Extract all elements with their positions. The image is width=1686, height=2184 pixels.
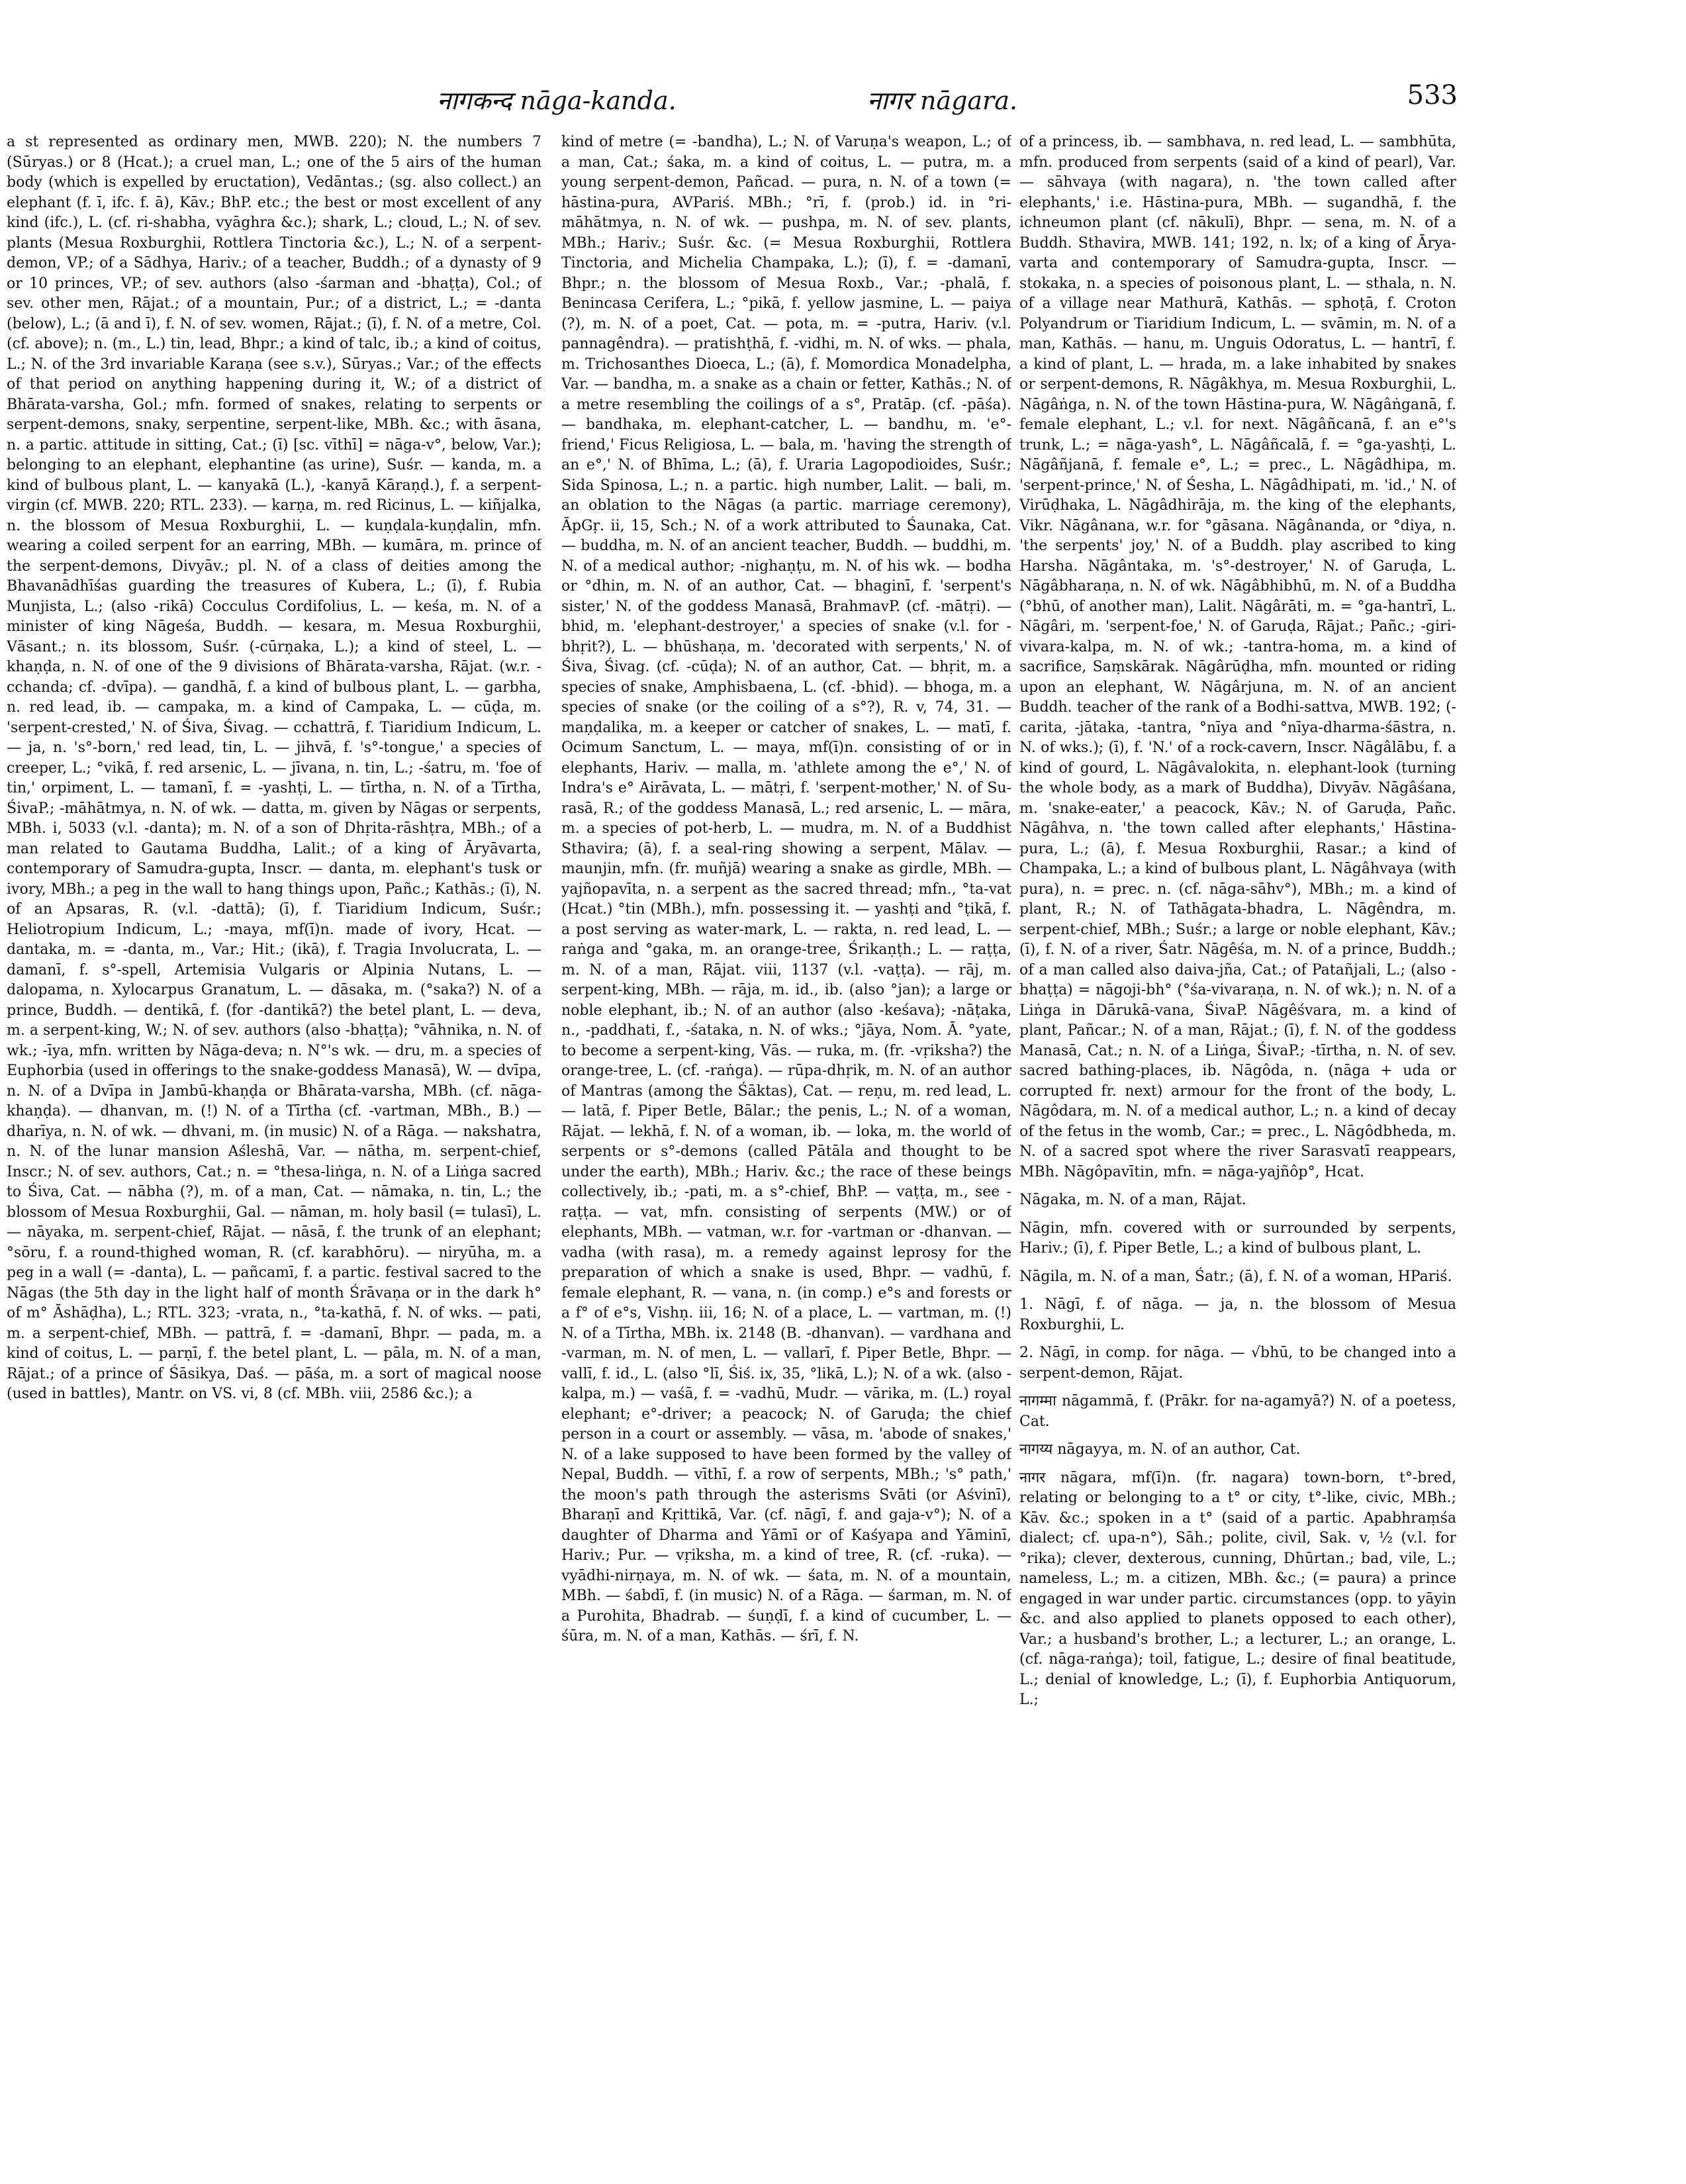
column-2 (561, 132, 1011, 2171)
entry-nagi-2: 2. Nāgī, in comp. for nāga. — √bhū, to be changed into a serpent-demon, Rājat. (1019, 1345, 1456, 1382)
column-1-text: a st represented as ordinary men, MWB. 220); N. the numbers 7 (Sūryas.) or 8 (Hcat.); a cruel man, L.; one of the 5 airs of the human body (which is expelled by eructation), Vedāntas.; (sg. also collect.) an elephant (f. ī, ifc. f. ā), Kāv.; BhP. etc.; the best or most excellent of any kind (ifc.), L. (cf. ri-shabha, vyāghra &c.); shark, L.; cloud, L.; N. of sev. plants (Mesua Roxburghii, Rottlera Tinctoria &c.), L.; N. of a serpent-demon, VP.; of a Sādhya, Hariv.; of a teacher, Buddh.; of a dynasty of 9 or 10 princes, VP.; of sev. authors (also -śarman and -bhaṭṭa), Col.; of sev. other men, Rājat.; of a mountain, Pur.; of a district, L.; = -danta (below), L.; (ā and ī), f. N. of sev. women, Rājat.; (ī), f. N. of a metre, Col. (cf. above); n. (m., L.) tin, lead, Bhpr.; a kind of talc, ib.; a kind of coitus, L.; N. of the 3rd invariable Karaṇa (see s.v.), Sūryas.; Var.; of the effects of that period on anything happening during it, W.; of a district of Bhārata-varsha, Gol.; mfn. formed of snakes, relating to serpents or serpent-demons, snaky, serpentine, serpent-like, MBh. &c.; with āsana, n. a partic. attitude in sitting, Cat.; (ī) [sc. vīthī] = nāga-v°, below, Var.); belonging to an elephant, elephantine (as urine), Suśr. — kanda, m. a kind of bulbous plant, L. — kanyakā (L.), -kanyā Kāraṇḍ.), f. a serpent-virgin (cf. MWB. 220; RTL. 233). — karṇa, m. red Ricinus, L. — kiñjalka, n. the blossom of Mesua Roxburghii, L. — kuṇḍala-kuṇḍalin, mfn. wearing a coiled serpent for an earring, MBh. — kumāra, m. prince of the serpent-demons, Divyāv.; pl. N. of a class of deities among the Bhavanādhīśas guarding the treasures of Kubera, L.; (ī), f. Rubia Munjista, L.; (also -rikā) Cocculus Cordifolius, L. — keśa, m. N. of a minister of king Nāgeśa, Buddh. — kesara, m. Mesua Roxburghii, Vāsant.; n. its blossom, Suśr. (-cūrṇaka, L.); a kind of steel, L. — khaṇḍa, n. N. of one of the 9 divisions of Bhārata-varsha, Rājat. (w.r. -cchanda; cf. -dvīpa). — gandhā, f. a kind of bulbous plant, L. — garbha, n. red lead, ib. — campaka, m. a kind of Campaka, L. — cūḍa, m. 'serpent-crested,' N. of Śiva, Śivag. — cchattrā, f. Tiaridium Indicum, L. — ja, n. 's°-born,' red lead, tin, L. — jihvā, f. 's°-tongue,' a species of creeper, L.; °vikā, f. red arsenic, L. — jīvana, n. tin, L.; -śatru, m. 'foe of tin,' orpiment, L. — tamanī, f. = -yashṭi, L. — tīrtha, n. N. of a Tīrtha, ŚivaP.; -māhātmya, n. N. of wk. — datta, m. given by Nāgas or serpents, MBh. i, 5033 (v.l. -danta); m. N. of a son of Dhṛita-rāshṭra, MBh.; of a man related to Gautama Buddha, Lalit.; of a king of Āryāvarta, contemporary of Samudra-gupta, Inscr. — danta, m. elephant's tusk or ivory, MBh.; a peg in the wall to hang things upon, Pañc.; Kathās.; (ī), N. of an Apsaras, R. (v.l. -dattā); (ī), f. Tiaridium Indicum, Suśr.; Heliotropium Indicum, L.; -maya, mf(ī)n. made of ivory, Hcat. — dantaka, m. = -danta, m., Var.; Hit.; (ikā), f. Tragia Involucrata, L. — damanī, f. s°-spell, Artemisia Vulgaris or Alpinia Nutans, L. — dalopama, n. Xylocarpus Granatum, L. — dāsaka, m. (°saka?) N. of a prince, Buddh. — dentikā, f. (for -dantikā?) the betel plant, L. — deva, m. a serpent-king, W.; N. of sev. authors (also -bhaṭṭa); °vāhnika, n. N. of wk.; -īya, mfn. written by Nāga-deva; n. N°'s wk. — dru, m. a species of Euphorbia (used in offerings to the snake-goddess Manasā), W. — dvīpa, n. N. of a Dvīpa in Jambū-khaṇḍa or Bhārata-varsha, MBh. (cf. nāga-khaṇḍa). — dhanvan, m. (!) N. of a Tīrtha (cf. -vartman, MBh., B.) — dharīya, n. N. of wk. — dhvani, m. (in music) N. of a Rāga. — nakshatra, n. N. of the lunar mansion Aśleshā, Var. — nātha, m. serpent-chief, Inscr.; N. of sev. authors, Cat.; n. = °thesa-liṅga, n. N. of a Liṅga sacred to Śiva, Cat. — nābha (?), m. of a man, Cat. — nāmaka, n. tin, L.; the blossom of Mesua Roxburghii, Gal. — nāman, m. holy basil (= tulasī), L. — nāyaka, m. serpent-chief, Rājat. — nāsā, f. the trunk of an elephant; °sōru, f. a round-thighed woman, R. (cf. karabhōru). — niryūha, m. a peg in a wall (= -danta), L. — pañcamī, f. a partic. festival sacred to the Nāgas (the 5th day in the light half of month Śrāvaṇa or in the dark h° of m° Āshāḍha), L.; RTL. 323; -vrata, n., °ta-kathā, f. N. of wks. — pati, m. a serpent-chief, MBh. — pattrā, f. = -damanī, Bhpr. — pada, m. a kind of coitus, L. — parṇī, f. the betel plant, L. — pāla, m. N. of a man, Rājat.; of a prince of Śāsikya, Daś. — pāśa, m. a sort of magical noose (used in battles), Mantr. on VS. vi, 8 (cf. MBh. viii, 2586 &c.); a (7, 134, 541, 1402)
column-2-text: kind of metre (= -bandha), L.; N. of Varuṇa's weapon, L.; of a man, Cat.; śaka, m. a kind of coitus, L. — putra, m. a young serpent-demon, Pañcad. — pura, n. N. of a town (= hāstina-pura, AVPariś. MBh.; °rī, f. (prob.) id. in °ri-māhātmya, n. N. of wk. — pushpa, m. N. of sev. plants, MBh.; Hariv.; Suśr. &c. (= Mesua Roxburghii, Rottlera Tinctoria, and Michelia Champaka, L.); (ī), f. = -damanī, Bhpr.; n. the blossom of Mesua Roxb., Var.; -phalā, f. Benincasa Cerifera, L.; °pikā, f. yellow jasmine, L. — paiya (?), m. N. of a poet, Cat. — pota, m. = -putra, Hariv. (v.l. pannagêndra). — pratishṭhā, f. -vidhi, m. N. of wks. — phala, m. Trichosanthes Dioeca, L.; (ā), f. Momordica Monadelpha, Var. — bandha, m. a snake as a chain or fetter, Kathās.; N. of a metre resembling the coilings of a s°, Pratāp. (cf. -pāśa). — bandhaka, m. elephant-catcher, L. — bandhu, m. 'e°-friend,' Ficus Religiosa, L. — bala, m. 'having the strength of an e°,' N. of Bhīma, L.; (ā), f. Uraria Lagopodioides, Suśr.; Sida Spinosa, L.; n. a partic. high number, Lalit. — bali, m. an oblation to the Nāgas (a partic. marriage ceremony), ĀpGṛ. ii, 15, Sch.; N. of a work attributed to Śaunaka, Cat. — buddha, m. N. of an ancient teacher, Buddh. — buddhi, m. N. of a medical author; -nighaṇṭu, m. N. of his wk. — bodha or °dhin, m. N. of an author, Cat. — bhaginī, f. 'serpent's sister,' N. of the goddess Manasā, BrahmavP. (cf. -mātṛi). — bhid, m. 'elephant-destroyer,' a species of snake (v.l. for -bhṛit?), L. — bhūshaṇa, m. 'decorated with serpents,' N. of Śiva, Śivag. (cf. -cūḍa); N. of an author, Cat. — bhṛit, m. a species of snake, Amphisbaena, L. (cf. -bhid). — bhoga, m. a species of snake (or the coiling of a s°?), R. v, 74, 31. — maṇḍalika, m. a keeper or catcher of snakes, L. — matī, f. Ocimum Sanctum, L. — maya, mf(ī)n. consisting of or in elephants, Hariv. — malla, m. 'athlete among the e°,' N. of Indra's e° Airāvata, L. — mātṛi, f. 'serpent-mother,' N. of Su-rasā, R.; of the goddess Manasā, L.; red arsenic, L. — māra, m. a species of pot-herb, L. — mudra, m. N. of a Buddhist Sthavira; (ā), f. a seal-ring showing a serpent, Mālav. — maunjin, mfn. (fr. muñjā) wearing a snake as girdle, MBh. — yajñopavīta, n. a serpent as the sacred thread; mfn., °ta-vat (Hcat.) °tin (MBh.), mfn. possessing it. — yashṭi and °ṭikā, f. a post serving as water-mark, L. — rakta, n. red lead, L. — raṅga and °gaka, m. an orange-tree, Śrikaṇṭh.; L. — raṭṭa, m. N. of a man, Rājat. viii, 1137 (v.l. -vaṭṭa). — rāj, m. serpent-king, MBh. — rāja, m. id., ib. (also °jan); a large or noble elephant, ib.; N. of an author (also -keśava); -nāṭaka, n., -paddhati, f., -śataka, n. N. of wks.; °jāya, Nom. Ā. °yate, to become a serpent-king, Vās. — ruka, m. (fr. -vṛiksha?) the orange-tree, L. (cf. -raṅga). — rūpa-dhṛik, m. N. of an author of Mantras (among the Śāktas), Cat. — reṇu, m. red lead, L. — latā, f. Piper Betle, Bālar.; the penis, L.; N. of a woman, Rājat. — lekhā, f. N. of a woman, ib. — loka, m. the world of serpents or s°-demons (called Pātāla and thought to be under the earth), MBh.; Hariv. &c.; the race of these beings collectively, ib.; -pati, m. a s°-chief, BhP. — vaṭṭa, m., see -raṭṭa. — vat, mfn. consisting of serpents (MW.) or of elephants, MBh. — vatman, w.r. for -vartman or -dhanvan. — vadha (with rasa), m. a remedy against leprosy for the preparation of which a snake is used, Bhpr. — vadhū, f. female elephant, R. — vana, n. (in comp.) e°s and forests or a f° of e°s, Vishṇ. iii, 16; N. of a place, L. — vartman, m. (!) N. of a Tīrtha, MBh. ix. 2148 (B. -dhanvan). — vardhana and -varman, m. N. of men, L. — vallarī, f. Piper Betle, Bhpr. — vallī, f. id., L. (also °lī, Śiś. ix, 35, °likā, L.); N. of a wk. (also -kalpa, m.) — vaśā, f. = -vadhū, Mudr. — vārika, m. (L.) royal elephant; e°-driver; a peacock; N. of Garuḍa; the chief person in a court or assembly. — vāsa, m. 'abode of snakes,' N. of a lake supposed to have been formed by the valley of Nepal, Buddh. — vīthī, f. a row of serpents, MBh.; 's° path,' the moon's path through the asterisms Svāti (or Aśvinī), Bharaṇī and Kṛittikā, Var. (cf. nāgī, f. and gaja-v°); N. of a daughter of Dharma and Yāmī or of Kaśyapa and Yāminī, Hariv.; Pur. — vṛiksha, m. a kind of tree, R. (cf. -ruka). — vyādhi-nirṇaya, m. N. of wk. — śata, m. N. of a mountain, MBh. — śabdī, f. (in music) N. of a Rāga. — śarman, m. N. of a Purohita, Bhadrab. — śuṇḍī, f. a kind of cucumber, L. — śūra, m. N. of a man, Kathās. — śrī, f. N. (561, 134, 1011, 1644)
header-left-headword: नागकन्द nāga-kanda. (437, 86, 677, 115)
entry-nagara: नागर nāgara, mf(ī)n. (fr. nagara) town-born, t°-bred, relating or belonging to a t° or city, t°-like, civic, MBh.; Kāv. &c.; spoken in a t° (said of a partic. Apabhraṃśa dialect; cf. upa-n°), Sāh.; polite, civil, Sak. v, ½ (v.l. for °rika); clever, dexterous, cunning, Dhūrtan.; bad, vile, L.; nameless, L.; m. a citizen, MBh. &c.; (= paura) a prince engaged in war under partic. circumstances (opp. to yāyin &c. and also applied to planets opposed to each other), Var.; a husband's brother, L.; a lecturer, L.; an orange, L. (cf. nāga-raṅga); toil, fatigue, L.; desire of final beatitude, L.; denial of knowledge, L.; (ī), f. Euphorbia Antiquorum, L.; (1019, 1469, 1456, 1708)
entry-nagayya: नागय्य nāgayya, m. N. of an author, Cat. (1019, 1441, 1301, 1458)
column-3-text: of a princess, ib. — sambhava, n. red lead, L. — sambhūta, mfn. produced from serpents (said of a kind of pearl), Var. — sāhvaya (with nagara), n. 'the town called after elephants,' i.e. Hāstina-pura, MBh. — sugandhā, f. the ichneumon plant (cf. nākulī), Bhpr. — sena, m. N. of a Buddh. Sthavira, MWB. 141; 192, n. lx; of a king of Ārya-varta and contemporary of Samudra-gupta, Inscr. — stokaka, n. a species of poisonous plant, L. — sthala, n. N. of a village near Mathurā, Kathās. — sphoṭā, f. Croton Polyandrum or Tiaridium Indicum, L. — svāmin, m. N. of a man, Kathās. — hanu, m. Unguis Odoratus, L. — hantrī, f. a kind of plant, L. — hrada, m. a lake inhabited by snakes or serpent-demons, R. Nāgâkhya, m. Mesua Roxburghii, L. Nāgâṅga, n. N. of the town Hāstina-pura, W. Nāgâṅganā, f. female elephant, L.; v.l. for next. Nāgâñcanā, f. an e°'s trunk, L.; = nāga-yash°, L. Nāgâñcalā, f. = °ga-yashṭi, L. Nāgâñjanā, f. female e°, L.; = prec., L. Nāgâdhipa, m. 'serpent-prince,' N. of Śesha, L. Nāgâdhipati, m. 'id.,' N. of Virūḍhaka, L. Nāgâdhirāja, m. the king of the elephants, Vikr. Nāgânana, w.r. for °gāsana. Nāgânanda, or °diya, n. 'the serpents' joy,' N. of a Buddh. play ascribed to king Harsha. Nāgântaka, m. 's°-destroyer,' N. of Garuḍa, L. Nāgâbharaṇa, n. N. of wk. Nāgâbhibhū, m. N. of a Buddha (°bhū, of another man), Lalit. Nāgârāti, m. = °ga-hantrī, L. Nāgâri, m. 'serpent-foe,' N. of Garuḍa, Rājat.; Pañc.; -giri-vivara-kalpa, m. N. of wk.; -tantra-homa, m. a kind of sacrifice, Saṃskārak. Nāgârūḍha, mfn. mounted or riding upon an elephant, W. Nāgârjuna, m. N. of an ancient Buddh. teacher of the rank of a Bodhi-sattva, MWB. 192; (-carita, -jātaka, -tantra, °nīya and °nīya-dharma-śāstra, n. N. of wks.); (ī), f. 'N.' of a rock-cavern, Inscr. Nāgâlābu, f. a kind of gourd, L. Nāgâvalokita, n. elephant-look (turning the whole body, as a mark of Buddha), Divyāv. Nāgâśana, m. 'snake-eater,' a peacock, Kāv.; N. of Garuḍa, Pañc. Nāgâhva, n. 'the town called after elephants,' Hāstina-pura, L.; (ā), f. Mesua Roxburghii, Rasar.; a kind of Champaka, L.; a kind of bulbous plant, L. Nāgâhvaya (with pura), n. = prec. n. (cf. nāga-sāhv°), MBh.; m. a kind of plant, R.; N. of Tathāgata-bhadra, L. Nāgêndra, m. serpent-chief, MBh.; Suśr.; a large or noble elephant, Kāv.; (ī), f. N. of a river, Śatr. Nāgêśa, m. N. of a prince, Buddh.; of a man called also daiva-jña, Cat.; of Patañjali, L.; (also -bhaṭṭa) = nāgoji-bh° (°śa-vivaraṇa, n. N. of wk.); n. N. of a Liṅga in Dārukā-vana, ŚivaP. Nāgêśvara, m. a kind of plant, Pañcar.; N. of a man, Rājat.; (ī), f. N. of the goddess Manasā, Cat.; n. N. of a Liṅga, ŚivaP.; -tīrtha, n. N. of sev. sacred bathing-places, ib. Nāgôda, n. (nāga + uda or corrupted fr. next) armour for the front of the body, L. Nāgôdara, m. N. of a medical author, L.; n. a kind of decay of the fetus in the womb, Car.; = prec., L. Nāgôdbheda, m. N. of a sacred spot where the river Sarasvatī reappears, MBh. Nāgôpavītin, mfn. = nāga-yajñôp°, Hcat. (1019, 134, 1456, 1180)
page-number: 533 (1407, 80, 1458, 111)
entry-nagaka: Nāgaka, m. N. of a man, Rājat. (1019, 1192, 1246, 1208)
entry-nagamma: नागम्मा nāgammā, f. (Prākr. for na-agamyā?) N. of a poetess, Cat. (1019, 1393, 1456, 1430)
entry-nagin: Nāgin, mfn. covered with or surrounded by serpents, Hariv.; (ī), f. Piper Betle, L.; a kind of bulbous plant, L. (1019, 1219, 1456, 1257)
column-1 (7, 132, 541, 2171)
entry-nagi-1: 1. Nāgī, f. of nāga. — ja, n. the blossom of Mesua Roxburghii, L. (1019, 1296, 1456, 1333)
page-header (437, 80, 1458, 122)
column-3 (1019, 132, 1456, 2171)
header-center-headword: नागर nāgara. (867, 86, 1017, 115)
entry-nagila: Nāgila, m. N. of a man, Śatr.; (ā), f. N. of a woman, HPariś. (1019, 1268, 1452, 1285)
text-columns (0, 132, 1456, 2171)
